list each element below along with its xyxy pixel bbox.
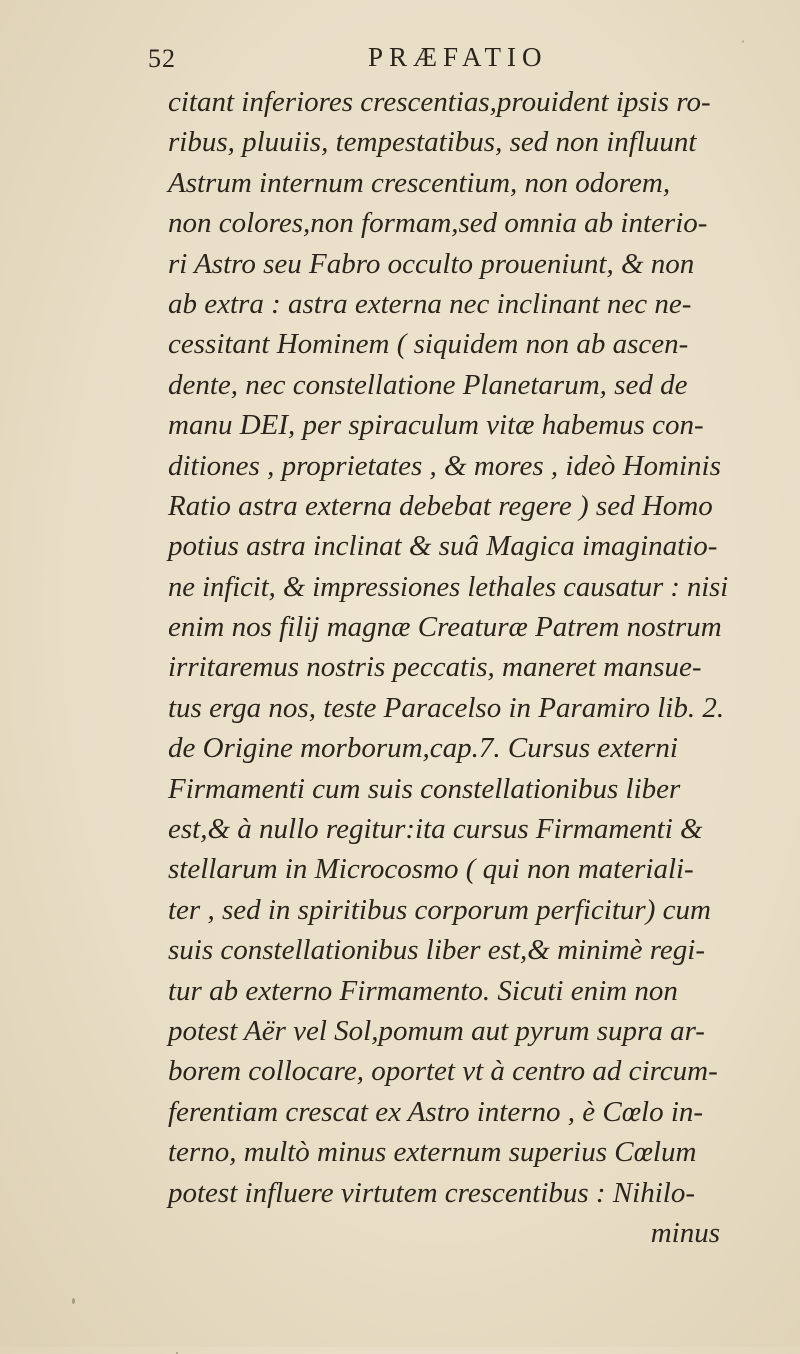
text-line: cessitant Hominem ( siquidem non ab ascen- xyxy=(168,328,689,361)
text-line: ter , sed in spiritibus corporum perficitur) cum xyxy=(168,893,711,926)
text-line: de Origine morborum,cap.7. Cursus externi xyxy=(168,732,678,765)
catchword: minus xyxy=(650,1216,720,1249)
text-line: non colores,non formam,sed omnia ab interio- xyxy=(168,207,708,240)
text-line: Ratio astra externa debebat regere ) sed Homo xyxy=(168,489,713,522)
page-header xyxy=(148,34,708,82)
text-line: Firmamenti cum suis constellationibus liber xyxy=(168,772,681,805)
text-line: citant inferiores crescentias,prouident ipsis ro- xyxy=(168,86,711,118)
page-number: 52 xyxy=(148,44,176,73)
text-line: ab extra : astra externa nec inclinant nec ne- xyxy=(168,287,692,320)
text-line: irritaremus nostris peccatis, maneret mansue- xyxy=(168,651,702,684)
text-line: potest influere virtutem crescentibus : Nihilo- xyxy=(168,1176,695,1209)
text-line: ribus, pluuiis, tempestatibus, sed non influunt xyxy=(168,126,697,159)
text-line: terno, multò minus externum superius Cœlum xyxy=(168,1136,697,1169)
text-line: ditiones , proprietates , & mores , ideò Hominis xyxy=(168,449,721,482)
text-line: dente, nec constellatione Planetarum, sed de xyxy=(168,368,688,401)
text-line: potius astra inclinat & suâ Magica imaginatio- xyxy=(168,530,718,563)
text-line: borem collocare, oportet vt à centro ad circum- xyxy=(168,1055,718,1088)
paper-speck xyxy=(72,1298,75,1304)
text-line: ri Astro seu Fabro occulto proueniunt, & non xyxy=(168,247,695,280)
text-line: tur ab externo Firmamento. Sicuti enim non xyxy=(168,974,678,1007)
text-line: stellarum in Microcosmo ( qui non materiali- xyxy=(168,853,694,886)
text-line: tus erga nos, teste Paracelso in Paramiro lib. 2. xyxy=(168,691,725,724)
text-line: potest Aër vel Sol,pomum aut pyrum supra ar- xyxy=(168,1014,705,1047)
text-line: est,& à nullo regitur:ita cursus Firmamenti & xyxy=(168,813,703,846)
paper-speck xyxy=(742,40,744,43)
text-line: Astrum internum crescentium, non odorem, xyxy=(168,166,671,199)
body-text xyxy=(168,82,728,1253)
text-line: manu DEI, per spiraculum vitæ habemus con- xyxy=(168,409,704,442)
text-line: ferentiam crescat ex Astro interno , è Cœlo in- xyxy=(168,1095,704,1128)
text-line: suis constellationibus liber est,& minimè regi- xyxy=(168,934,705,967)
text-line: ne inficit, & impressiones lethales causatur : nisi xyxy=(168,570,729,603)
text-line: enim nos filij magnæ Creaturæ Patrem nostrum xyxy=(168,611,722,644)
running-head: PRÆFATIO xyxy=(368,42,548,72)
